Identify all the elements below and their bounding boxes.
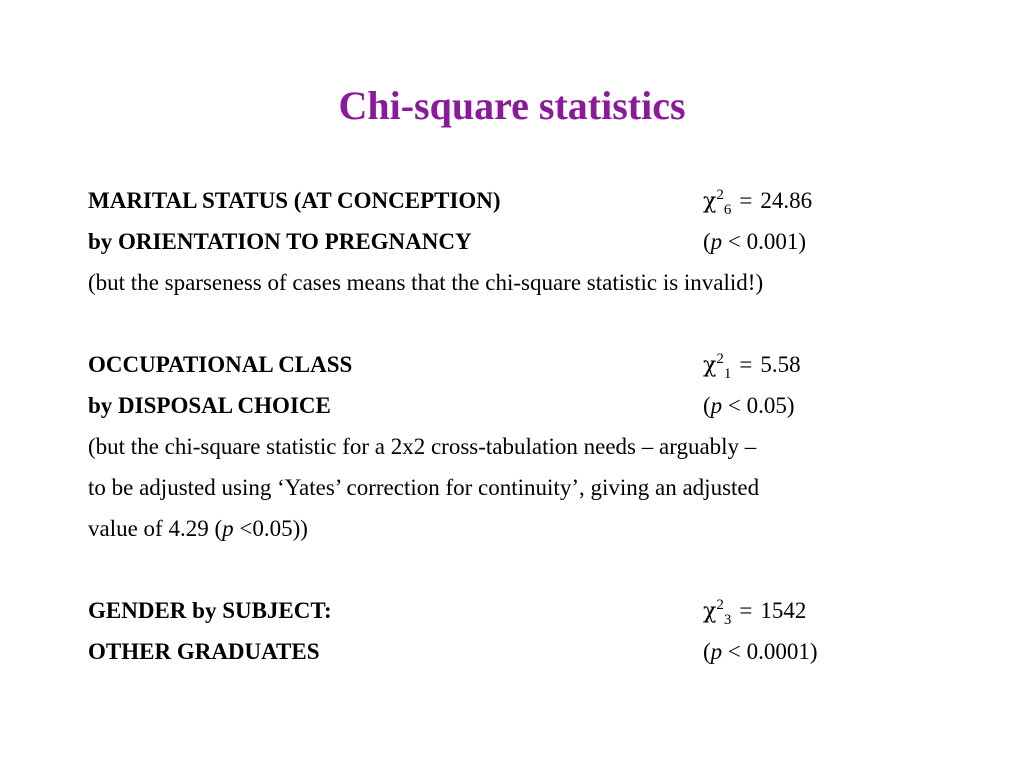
stat-block-gender-line1 (88, 590, 948, 631)
p-open-paren: ( (703, 393, 711, 418)
equals-sign: = (739, 352, 753, 377)
note-line: (but the sparseness of cases means that the chi-square statistic is invalid!) (88, 270, 764, 295)
chi-superscript: 2 (716, 351, 724, 367)
p-symbol: p (710, 229, 723, 254)
chi-square-expression (703, 344, 801, 386)
equals-sign: = (739, 188, 753, 213)
spacer (88, 549, 948, 590)
stat-block-occupational-line1 (88, 344, 948, 385)
chi-superscript: 2 (716, 597, 724, 613)
note-line (88, 508, 948, 549)
p-value (703, 385, 795, 426)
chi-superscript: 2 (716, 187, 724, 203)
row-label: by DISPOSAL CHOICE (88, 393, 331, 418)
chi-square-value: 5.58 (760, 352, 801, 377)
p-open-paren: ( (703, 229, 711, 254)
equals-sign: = (739, 598, 753, 623)
stat-block-marital-line2 (88, 221, 948, 262)
chi-symbol: χ (703, 599, 717, 624)
chi-square-expression (703, 180, 812, 222)
note-line: (but the chi-square statistic for a 2x2 cross-tabulation needs – arguably – (88, 434, 757, 459)
stat-block-gender-line2 (88, 631, 948, 672)
chi-square-value: 24.86 (760, 188, 813, 213)
chi-symbol: χ (703, 189, 717, 214)
chi-symbol: χ (703, 353, 717, 378)
p-value-text: < 0.0001) (722, 639, 818, 664)
p-symbol: p (222, 516, 234, 541)
degrees-of-freedom: 1 (723, 366, 732, 382)
p-open-paren: ( (703, 639, 711, 664)
p-value (703, 221, 806, 262)
row-label: OCCUPATIONAL CLASS (88, 352, 353, 377)
p-symbol: p (710, 393, 723, 418)
note-suffix: <0.05)) (233, 516, 308, 541)
note-line: to be adjusted using ‘Yates’ correction for continuity’, giving an adjusted (88, 475, 760, 500)
p-value-text: < 0.001) (722, 229, 807, 254)
p-value-text: < 0.05) (722, 393, 795, 418)
p-value (703, 631, 818, 672)
row-label: GENDER by SUBJECT: (88, 598, 332, 623)
slide-content (88, 180, 948, 672)
row-label: OTHER GRADUATES (88, 639, 320, 664)
degrees-of-freedom: 3 (723, 612, 732, 628)
chi-square-value: 1542 (760, 598, 807, 623)
p-symbol: p (710, 639, 723, 664)
row-label: MARITAL STATUS (AT CONCEPTION) (88, 188, 501, 213)
stat-block-marital-line1 (88, 180, 948, 221)
row-label: by ORIENTATION TO PREGNANCY (88, 229, 472, 254)
stat-block-occupational-line2 (88, 385, 948, 426)
degrees-of-freedom: 6 (723, 202, 732, 218)
note-prefix: value of 4.29 ( (88, 516, 223, 541)
chi-square-expression (703, 590, 806, 632)
spacer (88, 303, 948, 344)
slide-title: Chi-square statistics (338, 83, 686, 128)
